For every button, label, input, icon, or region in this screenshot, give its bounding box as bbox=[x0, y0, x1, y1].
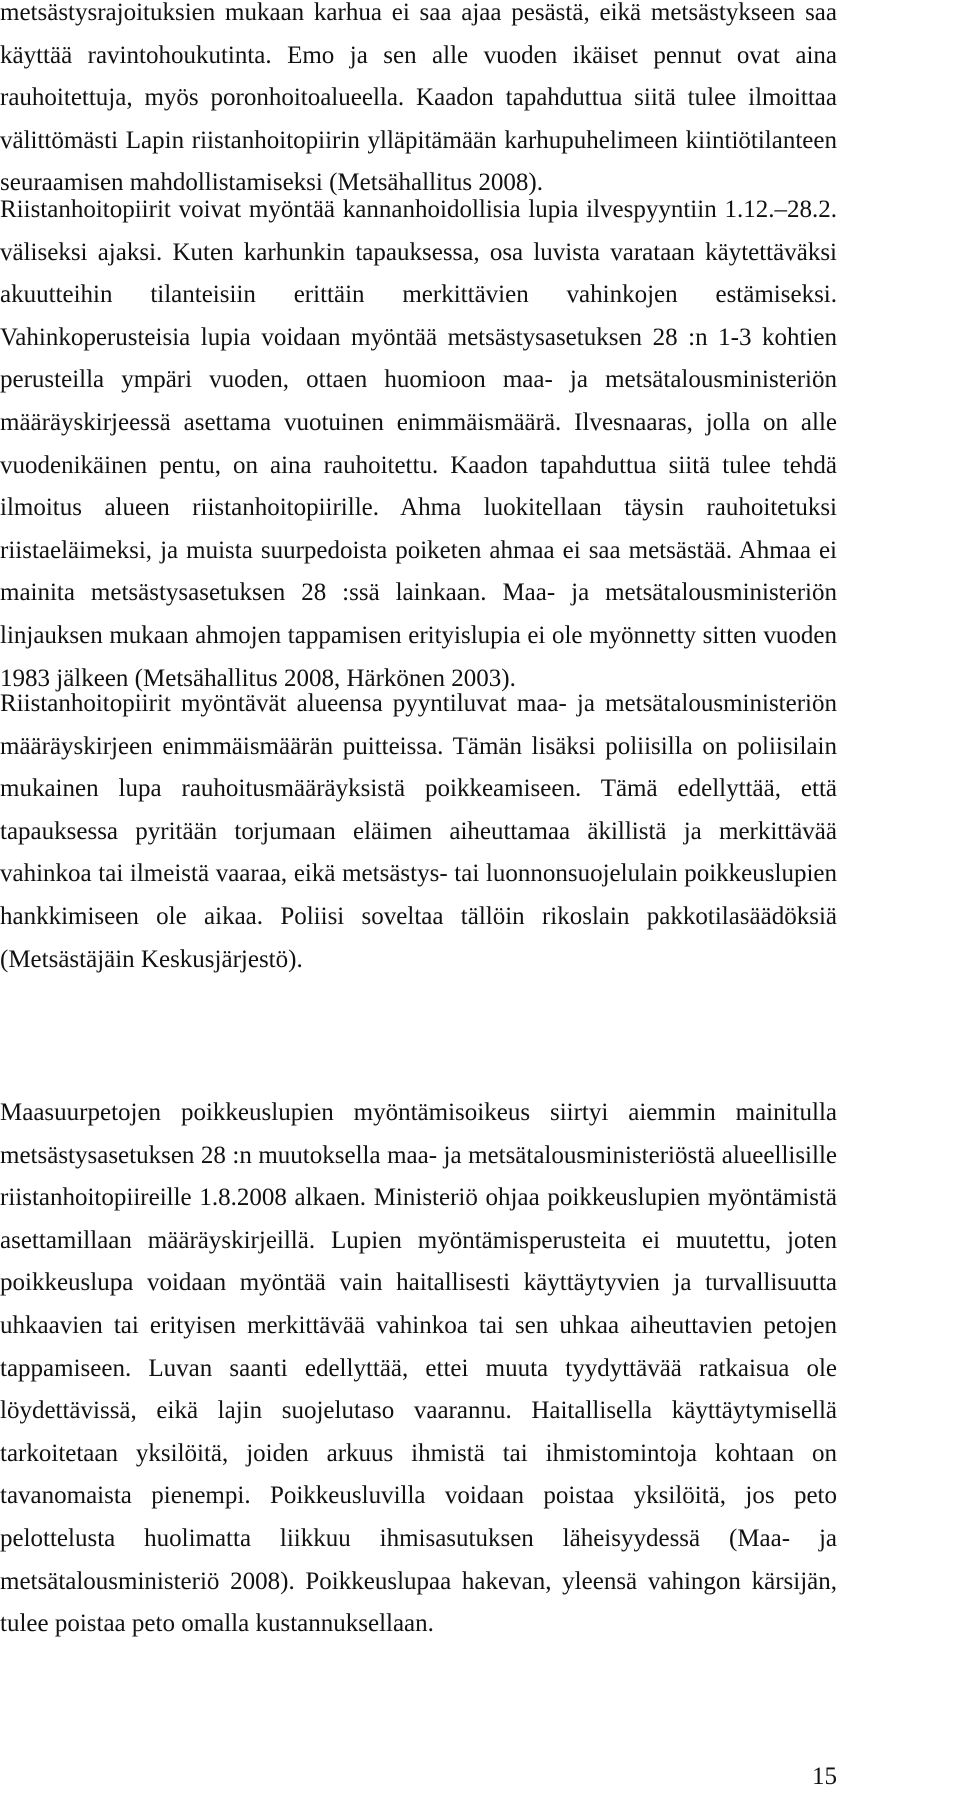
page-number: 15 bbox=[812, 1763, 837, 1790]
paragraph: Maasuurpetojen poikkeuslupien myöntämisoikeus siirtyi aiemmin mainitulla metsästysasetuksen 28 :n muutoksella maa- ja metsätalousministeriöstä alueellisille riistanhoitopiireille 1.8.2008 alkaen. Ministeriö ohjaa poikkeuslupien myöntämistä asettamillaan määräyskirjeillä. Lupien myöntämisperusteita ei muutettu, joten poikkeuslupa voidaan myöntää vain haitallisesti käyttäytyvien ja turvallisuutta uhkaavien tai erityisen merkittävää vahinkoa tai sen uhkaa aiheuttavien petojen tappamiseen. Luvan saanti edellyttää, ettei muuta tyydyttävää ratkaisua ole löydettävissä, eikä lajin suojelutaso vaarannu. Haitallisella käyttäytymisellä tarkoitetaan yksilöitä, joiden arkuus ihmistä tai ihmistomintoja kohtaan on tavanomaista pienempi. Poikkeusluvilla voidaan poistaa yksilöitä, jos peto pelottelusta huolimatta liikkuu ihmisasutuksen läheisyydessä (Maa- ja metsätalousministeriö 2008). Poikkeuslupaa hakevan, yleensä vahingon kärsijän, tulee poistaa peto omalla kustannuksellaan. bbox=[0, 1099, 837, 1638]
paragraph: Riistanhoitopiirit myöntävät alueensa pyyntiluvat maa- ja metsätalousministeriön määräyskirjeen enimmäismäärän puitteissa. Tämän lisäksi poliisilla on poliisilain mukainen lupa rauhoitusmääräyksistä poikkeamiseen. Tämä edellyttää, että tapauksessa pyritään torjumaan eläimen aiheuttamaa äkillistä ja merkittävää vahinkoa tai ilmeistä vaaraa, eikä metsästys- tai luonnonsuojelulain poikkeuslupien hankkimiseen ole aikaa. Poliisi soveltaa tällöin rikoslain pakkotilasäädöksiä (Metsästäjäin Keskusjärjestö). bbox=[0, 690, 837, 973]
paragraph: Riistanhoitopiirit voivat myöntää kannanhoidollisia lupia ilvespyyntiin 1.12.–28.2. väliseksi ajaksi. Kuten karhunkin tapauksessa, osa luvista varataan käytettäväksi akuutteihin tilanteisiin erittäin merkittävien vahinkojen estämiseksi. Vahinkoperusteisia lupia voidaan myöntää metsästysasetuksen 28 :n 1-3 kohtien perusteilla ympäri vuoden, ottaen huomioon maa- ja metsätalousministeriön määräyskirjeessä asettama vuotuinen enimmäismäärä. Ilvesnaaras, jolla on alle vuodenikäinen pentu, on aina rauhoitettu. Kaadon tapahduttua siitä tulee tehdä ilmoitus alueen riistanhoitopiirille. Ahma luokitellaan täysin rauhoitetuksi riistaeläimeksi, ja muista suurpedoista poiketen ahmaa ei saa metsästää. Ahmaa ei mainita metsästysasetuksen 28 :ssä lainkaan. Maa- ja metsätalousministeriön linjauksen mukaan ahmojen tappamisen erityislupia ei ole myönnetty sitten vuoden 1983 jälkeen (Metsähallitus 2008, Härkönen 2003). bbox=[0, 196, 837, 692]
paragraph: metsästysrajoituksien mukaan karhua ei saa ajaa pesästä, eikä metsästykseen saa käyttää ravintohoukutinta. Emo ja sen alle vuoden ikäiset pennut ovat aina rauhoitettuja, myös poronhoitoalueella. Kaadon tapahduttua siitä tulee ilmoittaa välittömästi Lapin riistanhoitopiirin ylläpitämään karhupuhelimeen kiintiötilanteen seuraamisen mahdollistamiseksi (Metsähallitus 2008). bbox=[0, 0, 837, 197]
